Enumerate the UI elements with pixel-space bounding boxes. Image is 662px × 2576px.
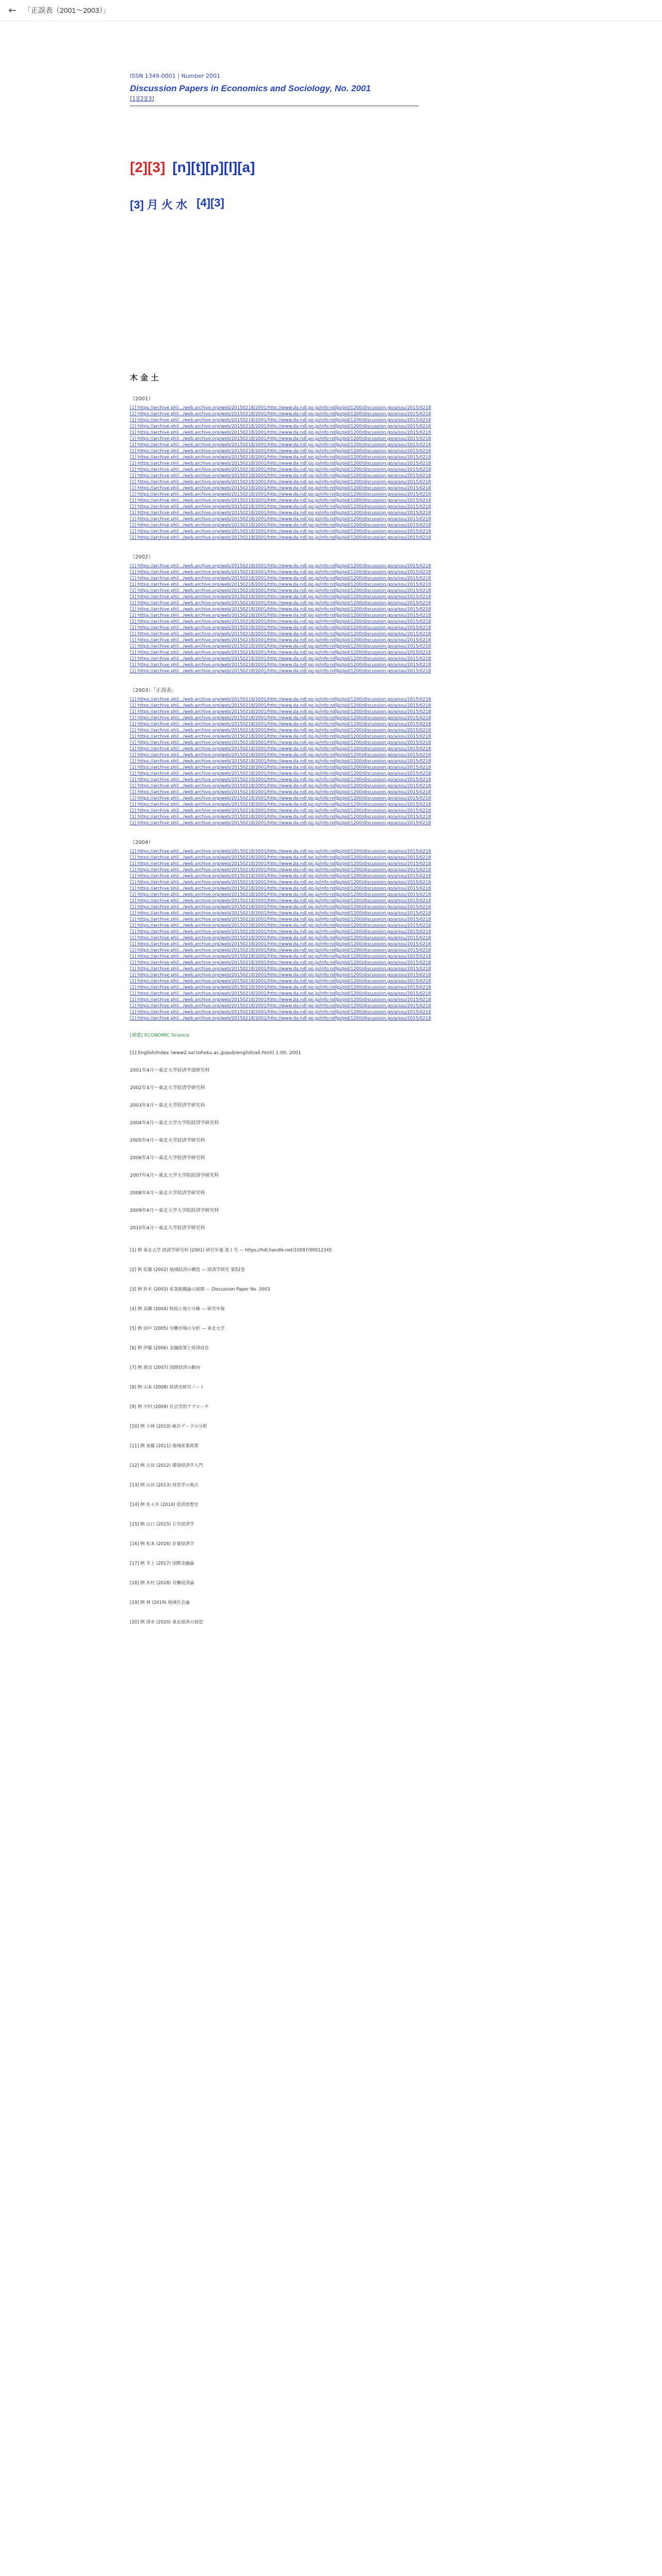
- archive-entry[interactable]: [1] https://archive.phil.../web.archive.org/web/20150218/2001/http://www.da.ndl.go.jp/info:ndljp/pid/1200/discussion.go/a/ssu/2015/0218: [130, 703, 431, 708]
- heading-part[interactable]: [n][t][p][l][a]: [172, 159, 255, 175]
- archive-entry[interactable]: [1] https://archive.phil.../web.archive.org/web/20150218/2001/http://www.da.ndl.go.jp/info:ndljp/pid/1200/discussion.go/a/ssu/2015/0218: [130, 771, 431, 776]
- archive-entry[interactable]: [1] https://archive.phil.../web.archive.org/web/20150218/2001/http://www.da.ndl.go.jp/info:ndljp/pid/1200/discussion.go/a/ssu/2015/0218: [130, 588, 431, 594]
- archive-entry[interactable]: [1] https://archive.phil.../web.archive.org/web/20150218/2001/http://www.da.ndl.go.jp/info:ndljp/pid/1200/discussion.go/a/ssu/2015/0218: [130, 796, 431, 801]
- archive-entry[interactable]: [1] https://archive.phil.../web.archive.org/web/20150218/2001/http://www.da.ndl.go.jp/info:ndljp/pid/1200/discussion.go/a/ssu/2015/0218: [130, 997, 431, 1003]
- archive-entry[interactable]: [1] https://archive.phil.../web.archive.org/web/20150218/2001/http://www.da.ndl.go.jp/info:ndljp/pid/1200/discussion.go/a/ssu/2015/0218: [130, 424, 431, 429]
- archive-entry[interactable]: [1] https://archive.phil.../web.archive.org/web/20150218/2001/http://www.da.ndl.go.jp/info:ndljp/pid/1200/discussion.go/a/ssu/2015/0218: [130, 607, 431, 612]
- reference-item[interactable]: [16] 例 松本 (2016) 計量経済学: [130, 1541, 194, 1547]
- reference-item[interactable]: [5] 例 田中 (2005) 労働市場の分析 — 東北大学: [130, 1326, 225, 1331]
- archive-entry[interactable]: [1] https://archive.phil.../web.archive.org/web/20150218/2001/http://www.da.ndl.go.jp/info:ndljp/pid/1200/discussion.go/a/ssu/2015/0218: [130, 740, 431, 745]
- archive-entry[interactable]: [1] https://archive.phil.../web.archive.org/web/20150218/2001/http://www.da.ndl.go.jp/info:ndljp/pid/1200/discussion.go/a/ssu/2015/0218: [130, 880, 431, 885]
- archive-entry[interactable]: [1] https://archive.phil.../web.archive.org/web/20150218/2001/http://www.da.ndl.go.jp/info:ndljp/pid/1200/discussion.go/a/ssu/2015/0218: [130, 886, 431, 891]
- archive-entry[interactable]: [1] https://archive.phil.../web.archive.org/web/20150218/2001/http://www.da.ndl.go.jp/info:ndljp/pid/1200/discussion.go/a/ssu/2015/0218: [130, 570, 431, 575]
- footer-line: 2008年4月〜東北大学経済学研究科: [130, 1191, 205, 1196]
- footer-line: 2005年4月〜東北大学経済学研究科: [130, 1138, 205, 1143]
- archive-entry[interactable]: [1] https://archive.phil.../web.archive.org/web/20150218/2001/http://www.da.ndl.go.jp/info:ndljp/pid/1200/discussion.go/a/ssu/2015/0218: [130, 535, 431, 540]
- footer-line: 2009年4月〜東北大学大学院経済学研究科: [130, 1208, 219, 1213]
- archive-entry[interactable]: [1] https://archive.phil.../web.archive.org/web/20150218/2001/http://www.da.ndl.go.jp/info:ndljp/pid/1200/discussion.go/a/ssu/2015/0218: [130, 892, 431, 897]
- archive-entry[interactable]: [1] https://archive.phil.../web.archive.org/web/20150218/2001/http://www.da.ndl.go.jp/info:ndljp/pid/1200/discussion.go/a/ssu/2015/0218: [130, 663, 431, 668]
- footer-line: 2002年4月〜東北大学経済学研究科: [130, 1086, 205, 1091]
- footer-line: [1] English/Index (www2.sal.tohoku.ac.jp/pub/english/all.html) 1-00, 2001: [130, 1050, 301, 1056]
- archive-entry[interactable]: [1] https://archive.phil.../web.archive.org/web/20150218/2001/http://www.da.ndl.go.jp/info:ndljp/pid/1200/discussion.go/a/ssu/2015/0218: [130, 473, 431, 479]
- archive-entry[interactable]: [1] https://archive.phil.../web.archive.org/web/20150218/2001/http://www.da.ndl.go.jp/info:ndljp/pid/1200/discussion.go/a/ssu/2015/0218: [130, 765, 431, 770]
- archive-entry[interactable]: [1] https://archive.phil.../web.archive.org/web/20150218/2001/http://www.da.ndl.go.jp/info:ndljp/pid/1200/discussion.go/a/ssu/2015/0218: [130, 923, 431, 928]
- archive-entry[interactable]: [1] https://archive.phil.../web.archive.org/web/20150218/2001/http://www.da.ndl.go.jp/info:ndljp/pid/1200/discussion.go/a/ssu/2015/0218: [130, 601, 431, 606]
- archive-entry[interactable]: [1] https://archive.phil.../web.archive.org/web/20150218/2001/http://www.da.ndl.go.jp/info:ndljp/pid/1200/discussion.go/a/ssu/2015/0218: [130, 529, 431, 534]
- archive-entry[interactable]: [1] https://archive.phil.../web.archive.org/web/20150218/2001/http://www.da.ndl.go.jp/info:ndljp/pid/1200/discussion.go/a/ssu/2015/0218: [130, 461, 431, 466]
- header-link[interactable]: [1][2][3]: [130, 95, 154, 102]
- archive-entry[interactable]: [1] https://archive.phil.../web.archive.org/web/20150218/2001/http://www.da.ndl.go.jp/info:ndljp/pid/1200/discussion.go/a/ssu/2015/0218: [130, 855, 431, 860]
- heading-part[interactable]: [2][3]: [130, 159, 166, 175]
- archive-entry[interactable]: [1] https://archive.phil.../web.archive.org/web/20150218/2001/http://www.da.ndl.go.jp/info:ndljp/pid/1200/discussion.go/a/ssu/2015/0218: [130, 650, 431, 655]
- archive-entry[interactable]: [1] https://archive.phil.../web.archive.org/web/20150218/2001/http://www.da.ndl.go.jp/info:ndljp/pid/1200/discussion.go/a/ssu/2015/0218: [130, 929, 431, 935]
- archive-entry[interactable]: [1] https://archive.phil.../web.archive.org/web/20150218/2001/http://www.da.ndl.go.jp/info:ndljp/pid/1200/discussion.go/a/ssu/2015/0218: [130, 709, 431, 715]
- archive-entry[interactable]: [1] https://archive.phil.../web.archive.org/web/20150218/2001/http://www.da.ndl.go.jp/info:ndljp/pid/1200/discussion.go/a/ssu/2015/0218: [130, 430, 431, 435]
- section-label: （2004）: [130, 840, 154, 845]
- large-heading: [130, 159, 662, 176]
- archive-entry[interactable]: [1] https://archive.phil.../web.archive.org/web/20150218/2001/http://www.da.ndl.go.jp/info:ndljp/pid/1200/discussion.go/a/ssu/2015/0218: [130, 734, 431, 739]
- archive-entry[interactable]: [1] https://archive.phil.../web.archive.org/web/20150218/2001/http://www.da.ndl.go.jp/info:ndljp/pid/1200/discussion.go/a/ssu/2015/0218: [130, 480, 431, 485]
- archive-entry[interactable]: [1] https://archive.phil.../web.archive.org/web/20150218/2001/http://www.da.ndl.go.jp/info:ndljp/pid/1200/discussion.go/a/ssu/2015/0218: [130, 861, 431, 867]
- section-label: （2001）: [130, 396, 154, 402]
- archive-entry[interactable]: [1] https://archive.phil.../web.archive.org/web/20150218/2001/http://www.da.ndl.go.jp/info:ndljp/pid/1200/discussion.go/a/ssu/2015/0218: [130, 582, 431, 587]
- reference-item[interactable]: [7] 例 渡辺 (2007) 国際経済の動向: [130, 1365, 201, 1370]
- archive-entry[interactable]: [1] https://archive.phil.../web.archive.org/web/20150218/2001/http://www.da.ndl.go.jp/info:ndljp/pid/1200/discussion.go/a/ssu/2015/0218: [130, 1004, 431, 1009]
- archive-entry[interactable]: [1] https://archive.phil.../web.archive.org/web/20150218/2001/http://www.da.ndl.go.jp/info:ndljp/pid/1200/discussion.go/a/ssu/2015/0218: [130, 942, 431, 947]
- archive-entry[interactable]: [1] https://archive.phil.../web.archive.org/web/20150218/2001/http://www.da.ndl.go.jp/info:ndljp/pid/1200/discussion.go/a/ssu/2015/0218: [130, 905, 431, 910]
- archive-entry[interactable]: [1] https://archive.phil.../web.archive.org/web/20150218/2001/http://www.da.ndl.go.jp/info:ndljp/pid/1200/discussion.go/a/ssu/2015/0218: [130, 576, 431, 581]
- archive-entry[interactable]: [1] https://archive.phil.../web.archive.org/web/20150218/2001/http://www.da.ndl.go.jp/info:ndljp/pid/1200/discussion.go/a/ssu/2015/0218: [130, 753, 431, 758]
- archive-entry[interactable]: [1] https://archive.phil.../web.archive.org/web/20150218/2001/http://www.da.ndl.go.jp/info:ndljp/pid/1200/discussion.go/a/ssu/2015/0218: [130, 467, 431, 472]
- archive-entry[interactable]: [1] https://archive.phil.../web.archive.org/web/20150218/2001/http://www.da.ndl.go.jp/info:ndljp/pid/1200/discussion.go/a/ssu/2015/0218: [130, 948, 431, 953]
- archive-entry[interactable]: [1] https://archive.phil.../web.archive.org/web/20150218/2001/http://www.da.ndl.go.jp/info:ndljp/pid/1200/discussion.go/a/ssu/2015/0218: [130, 613, 431, 618]
- section-label: （2003）「正誤表」: [130, 688, 177, 693]
- archive-entry[interactable]: [1] https://archive.phil.../web.archive.org/web/20150218/2001/http://www.da.ndl.go.jp/info:ndljp/pid/1200/discussion.go/a/ssu/2015/0218: [130, 436, 431, 442]
- heading-part[interactable]: [4][3]: [196, 196, 225, 209]
- archive-entry[interactable]: [1] https://archive.phil.../web.archive.org/web/20150218/2001/http://www.da.ndl.go.jp/info:ndljp/pid/1200/discussion.go/a/ssu/2015/0218: [130, 492, 431, 497]
- archive-entry[interactable]: [1] https://archive.phil.../web.archive.org/web/20150218/2001/http://www.da.ndl.go.jp/info:ndljp/pid/1200/discussion.go/a/ssu/2015/0218: [130, 991, 431, 996]
- footer-line: 2004年4月〜東北大学大学院経済学研究科: [130, 1121, 219, 1126]
- reference-item[interactable]: [1] 例 東北大学 経済学研究科 (2001) 研究年報 第１号 — https://hdl.handle.net/10097/00012345: [130, 1248, 332, 1253]
- reference-item[interactable]: [11] 例 加藤 (2011) 地域産業政策: [130, 1444, 199, 1449]
- archive-entry[interactable]: [1] https://archive.phil.../web.archive.org/web/20150218/2001/http://www.da.ndl.go.jp/info:ndljp/pid/1200/discussion.go/a/ssu/2015/0218: [130, 405, 431, 411]
- reference-item[interactable]: [3] 例 鈴木 (2003) 産業組織論の展開 — Discussion Paper No. 2003: [130, 1287, 270, 1292]
- reference-item[interactable]: [10] 例 小林 (2010) 統計データの分析: [130, 1424, 208, 1429]
- reference-item[interactable]: [19] 例 林 (2019) 地域社会論: [130, 1600, 190, 1605]
- archive-entry[interactable]: [1] https://archive.phil.../web.archive.org/web/20150218/2001/http://www.da.ndl.go.jp/info:ndljp/pid/1200/discussion.go/a/ssu/2015/0218: [130, 967, 431, 972]
- archive-entry[interactable]: [1] https://archive.phil.../web.archive.org/web/20150218/2001/http://www.da.ndl.go.jp/info:ndljp/pid/1200/discussion.go/a/ssu/2015/0218: [130, 790, 431, 795]
- reference-item[interactable]: [8] 例 山本 (2008) 経済史研究ノート: [130, 1385, 205, 1390]
- archive-entry[interactable]: [1] https://archive.phil.../web.archive.org/web/20150218/2001/http://www.da.ndl.go.jp/info:ndljp/pid/1200/discussion.go/a/ssu/2015/0218: [130, 449, 431, 454]
- archive-entry[interactable]: [1] https://archive.phil.../web.archive.org/web/20150218/2001/http://www.da.ndl.go.jp/info:ndljp/pid/1200/discussion.go/a/ssu/2015/0218: [130, 486, 431, 491]
- archive-entry[interactable]: [1] https://archive.phil.../web.archive.org/web/20150218/2001/http://www.da.ndl.go.jp/info:ndljp/pid/1200/discussion.go/a/ssu/2015/0218: [130, 985, 431, 990]
- footer-line: 2003年4月〜東北大学経済学研究科: [130, 1103, 205, 1108]
- archive-entry[interactable]: [1] https://archive.phil.../web.archive.org/web/20150218/2001/http://www.da.ndl.go.jp/info:ndljp/pid/1200/discussion.go/a/ssu/2015/0218: [130, 874, 431, 879]
- archive-entry[interactable]: [1] https://archive.phil.../web.archive.org/web/20150218/2001/http://www.da.ndl.go.jp/info:ndljp/pid/1200/discussion.go/a/ssu/2015/0218: [130, 517, 431, 522]
- reference-item[interactable]: [2] 例 佐藤 (2002) 地域経済の構造 — 経済学研究 第52巻: [130, 1267, 245, 1273]
- archive-entry[interactable]: [1] https://archive.phil.../web.archive.org/web/20150218/2001/http://www.da.ndl.go.jp/info:ndljp/pid/1200/discussion.go/a/ssu/2015/0218: [130, 960, 431, 965]
- archive-entry[interactable]: [1] https://archive.phil.../web.archive.org/web/20150218/2001/http://www.da.ndl.go.jp/info:ndljp/pid/1200/discussion.go/a/ssu/2015/0218: [130, 511, 431, 516]
- archive-entry[interactable]: [1] https://archive.phil.../web.archive.org/web/20150218/2001/http://www.da.ndl.go.jp/info:ndljp/pid/1200/discussion.go/a/ssu/2015/0218: [130, 868, 431, 873]
- archive-entry[interactable]: [1] https://archive.phil.../web.archive.org/web/20150218/2001/http://www.da.ndl.go.jp/info:ndljp/pid/1200/discussion.go/a/ssu/2015/0218: [130, 1016, 431, 1021]
- archive-entry[interactable]: [1] https://archive.phil.../web.archive.org/web/20150218/2001/http://www.da.ndl.go.jp/info:ndljp/pid/1200/discussion.go/a/ssu/2015/0218: [130, 777, 431, 783]
- reference-item[interactable]: [18] 例 木村 (2018) 労働経済論: [130, 1581, 194, 1586]
- archive-entry[interactable]: [1] https://archive.phil.../web.archive.org/web/20150218/2001/http://www.da.ndl.go.jp/info:ndljp/pid/1200/discussion.go/a/ssu/2015/0218: [130, 498, 431, 503]
- archive-entry[interactable]: [1] https://archive.phil.../web.archive.org/web/20150218/2001/http://www.da.ndl.go.jp/info:ndljp/pid/1200/discussion.go/a/ssu/2015/0218: [130, 564, 431, 569]
- archive-entry[interactable]: [1] https://archive.phil.../web.archive.org/web/20150218/2001/http://www.da.ndl.go.jp/info:ndljp/pid/1200/discussion.go/a/ssu/2015/0218: [130, 954, 431, 959]
- issn-text: ISSN 1349-0001 | Number 2001: [130, 73, 221, 79]
- section-label: （2002）: [130, 554, 154, 560]
- archive-entry[interactable]: [1] https://archive.phil.../web.archive.org/web/20150218/2001/http://www.da.ndl.go.jp/info:ndljp/pid/1200/discussion.go/a/ssu/2015/0218: [130, 728, 431, 733]
- reference-item[interactable]: [4] 例 高橋 (2004) 財政と地方分権 — 研究年報: [130, 1307, 225, 1312]
- archive-entry[interactable]: [1] https://archive.phil.../web.archive.org/web/20150218/2001/http://www.da.ndl.go.jp/info:ndljp/pid/1200/discussion.go/a/ssu/2015/0218: [130, 1010, 431, 1015]
- footer-line: 2006年4月〜東北大学経済学研究科: [130, 1156, 205, 1161]
- archive-entry[interactable]: [1] https://archive.phil.../web.archive.org/web/20150218/2001/http://www.da.ndl.go.jp/info:ndljp/pid/1200/discussion.go/a/ssu/2015/0218: [130, 632, 431, 637]
- issn-line: [130, 73, 662, 79]
- archive-entry[interactable]: [1] https://archive.phil.../web.archive.org/web/20150218/2001/http://www.da.ndl.go.jp/info:ndljp/pid/1200/discussion.go/a/ssu/2015/0218: [130, 619, 431, 624]
- document-body: [0, 73, 662, 1625]
- footer-line: 2010年4月〜東北大学経済学研究科: [130, 1226, 205, 1231]
- archive-entry[interactable]: [1] https://archive.phil.../web.archive.org/web/20150218/2001/http://www.da.ndl.go.jp/info:ndljp/pid/1200/discussion.go/a/ssu/2015/0218: [130, 504, 431, 510]
- reference-item[interactable]: [12] 例 吉田 (2012) 環境経済学入門: [130, 1463, 203, 1468]
- archive-entry[interactable]: [1] https://archive.phil.../web.archive.org/web/20150218/2001/http://www.da.ndl.go.jp/info:ndljp/pid/1200/discussion.go/a/ssu/2015/0218: [130, 815, 431, 820]
- reference-item[interactable]: [9] 例 中村 (2009) 社会学的アプローチ: [130, 1404, 209, 1410]
- archive-entry[interactable]: [1] https://archive.phil.../web.archive.org/web/20150218/2001/http://www.da.ndl.go.jp/info:ndljp/pid/1200/discussion.go/a/ssu/2015/0218: [130, 523, 431, 528]
- archive-entry[interactable]: [1] https://archive.phil.../web.archive.org/web/20150218/2001/http://www.da.ndl.go.jp/info:ndljp/pid/1200/discussion.go/a/ssu/2015/0218: [130, 716, 431, 721]
- archive-entry[interactable]: [1] https://archive.phil.../web.archive.org/web/20150218/2001/http://www.da.ndl.go.jp/info:ndljp/pid/1200/discussion.go/a/ssu/2015/0218: [130, 849, 431, 854]
- archive-entry[interactable]: [1] https://archive.phil.../web.archive.org/web/20150218/2001/http://www.da.ndl.go.jp/info:ndljp/pid/1200/discussion.go/a/ssu/2015/0218: [130, 412, 431, 417]
- mid-heading: [130, 196, 662, 212]
- reference-item[interactable]: [20] 例 清水 (2020) 東北経済の展望: [130, 1620, 203, 1625]
- entries-container: [130, 394, 662, 1022]
- archive-entry[interactable]: [1] https://archive.phil.../web.archive.org/web/20150218/2001/http://www.da.ndl.go.jp/info:ndljp/pid/1200/discussion.go/a/ssu/2015/0218: [130, 644, 431, 649]
- archive-entry[interactable]: [1] https://archive.phil.../web.archive.org/web/20150218/2001/http://www.da.ndl.go.jp/info:ndljp/pid/1200/discussion.go/a/ssu/2015/0218: [130, 759, 431, 764]
- references-list: [130, 1247, 662, 1625]
- archive-entry[interactable]: [1] https://archive.phil.../web.archive.org/web/20150218/2001/http://www.da.ndl.go.jp/info:ndljp/pid/1200/discussion.go/a/ssu/2015/0218: [130, 625, 431, 631]
- archive-entry[interactable]: [1] https://archive.phil.../web.archive.org/web/20150218/2001/http://www.da.ndl.go.jp/info:ndljp/pid/1200/discussion.go/a/ssu/2015/0218: [130, 917, 431, 922]
- series-title: Discussion Papers in Economics and Sociology, No. 2001: [130, 83, 371, 93]
- archive-entry[interactable]: [1] https://archive.phil.../web.archive.org/web/20150218/2001/http://www.da.ndl.go.jp/info:ndljp/pid/1200/discussion.go/a/ssu/2015/0218: [130, 697, 431, 702]
- reference-item[interactable]: [6] 例 伊藤 (2006) 金融政策と経済成長: [130, 1346, 209, 1351]
- archive-entry[interactable]: [1] https://archive.phil.../web.archive.org/web/20150218/2001/http://www.da.ndl.go.jp/info:ndljp/pid/1200/discussion.go/a/ssu/2015/0218: [130, 656, 431, 662]
- archive-entry[interactable]: [1] https://archive.phil.../web.archive.org/web/20150218/2001/http://www.da.ndl.go.jp/info:ndljp/pid/1200/discussion.go/a/ssu/2015/0218: [130, 443, 431, 448]
- archive-entry[interactable]: [1] https://archive.phil.../web.archive.org/web/20150218/2001/http://www.da.ndl.go.jp/info:ndljp/pid/1200/discussion.go/a/ssu/2015/0218: [130, 722, 431, 727]
- archive-entry[interactable]: [1] https://archive.phil.../web.archive.org/web/20150218/2001/http://www.da.ndl.go.jp/info:ndljp/pid/1200/discussion.go/a/ssu/2015/0218: [130, 595, 431, 600]
- reference-item[interactable]: [14] 例 佐々木 (2014) 経済思想史: [130, 1502, 199, 1507]
- reference-item[interactable]: [15] 例 山口 (2015) 公共経済学: [130, 1522, 194, 1527]
- heading-part: [3] 月 火 水: [130, 198, 188, 211]
- archive-entry[interactable]: [1] https://archive.phil.../web.archive.org/web/20150218/2001/http://www.da.ndl.go.jp/info:ndljp/pid/1200/discussion.go/a/ssu/2015/0218: [130, 808, 431, 814]
- archive-entry[interactable]: [1] https://archive.phil.../web.archive.org/web/20150218/2001/http://www.da.ndl.go.jp/info:ndljp/pid/1200/discussion.go/a/ssu/2015/0218: [130, 936, 431, 941]
- archive-entry[interactable]: [1] https://archive.phil.../web.archive.org/web/20150218/2001/http://www.da.ndl.go.jp/info:ndljp/pid/1200/discussion.go/a/ssu/2015/0218: [130, 747, 431, 752]
- back-arrow-icon[interactable]: ←: [8, 5, 16, 16]
- archive-entry[interactable]: [1] https://archive.phil.../web.archive.org/web/20150218/2001/http://www.da.ndl.go.jp/info:ndljp/pid/1200/discussion.go/a/ssu/2015/0218: [130, 979, 431, 984]
- days-heading: 木 金 土: [130, 373, 159, 382]
- archive-entry[interactable]: [1] https://archive.phil.../web.archive.org/web/20150218/2001/http://www.da.ndl.go.jp/info:ndljp/pid/1200/discussion.go/a/ssu/2015/0218: [130, 802, 431, 807]
- archive-entry[interactable]: [1] https://archive.phil.../web.archive.org/web/20150218/2001/http://www.da.ndl.go.jp/info:ndljp/pid/1200/discussion.go/a/ssu/2015/0218: [130, 418, 431, 423]
- footer-line: 2007年4月〜東北大学大学院経済学研究科: [130, 1173, 219, 1178]
- archive-entry[interactable]: [1] https://archive.phil.../web.archive.org/web/20150218/2001/http://www.da.ndl.go.jp/info:ndljp/pid/1200/discussion.go/a/ssu/2015/0218: [130, 911, 431, 916]
- archive-entry[interactable]: [1] https://archive.phil.../web.archive.org/web/20150218/2001/http://www.da.ndl.go.jp/info:ndljp/pid/1200/discussion.go/a/ssu/2015/0218: [130, 821, 431, 826]
- footer-heading: [補遺] ECONOMIC Science: [130, 1033, 190, 1038]
- footer-line: 2001年4月〜東北大学経済学部研究科: [130, 1068, 210, 1073]
- archive-entry[interactable]: [1] https://archive.phil.../web.archive.org/web/20150218/2001/http://www.da.ndl.go.jp/info:ndljp/pid/1200/discussion.go/a/ssu/2015/0218: [130, 784, 431, 789]
- archive-entry[interactable]: [1] https://archive.phil.../web.archive.org/web/20150218/2001/http://www.da.ndl.go.jp/info:ndljp/pid/1200/discussion.go/a/ssu/2015/0218: [130, 669, 431, 674]
- reference-item[interactable]: [17] 例 井上 (2017) 国際金融論: [130, 1561, 194, 1566]
- archive-entry[interactable]: [1] https://archive.phil.../web.archive.org/web/20150218/2001/http://www.da.ndl.go.jp/info:ndljp/pid/1200/discussion.go/a/ssu/2015/0218: [130, 973, 431, 978]
- reference-item[interactable]: [13] 例 山田 (2013) 経営学の視点: [130, 1483, 199, 1488]
- page-title: 「正誤表（2001〜2003）」: [24, 6, 110, 14]
- divider: [130, 107, 419, 108]
- footer-lines: [130, 1049, 662, 1232]
- top-bar: [0, 0, 662, 21]
- archive-entry[interactable]: [1] https://archive.phil.../web.archive.org/web/20150218/2001/http://www.da.ndl.go.jp/info:ndljp/pid/1200/discussion.go/a/ssu/2015/0218: [130, 455, 431, 460]
- archive-entry[interactable]: [1] https://archive.phil.../web.archive.org/web/20150218/2001/http://www.da.ndl.go.jp/info:ndljp/pid/1200/discussion.go/a/ssu/2015/0218: [130, 638, 431, 643]
- archive-entry[interactable]: [1] https://archive.phil.../web.archive.org/web/20150218/2001/http://www.da.ndl.go.jp/info:ndljp/pid/1200/discussion.go/a/ssu/2015/0218: [130, 899, 431, 904]
